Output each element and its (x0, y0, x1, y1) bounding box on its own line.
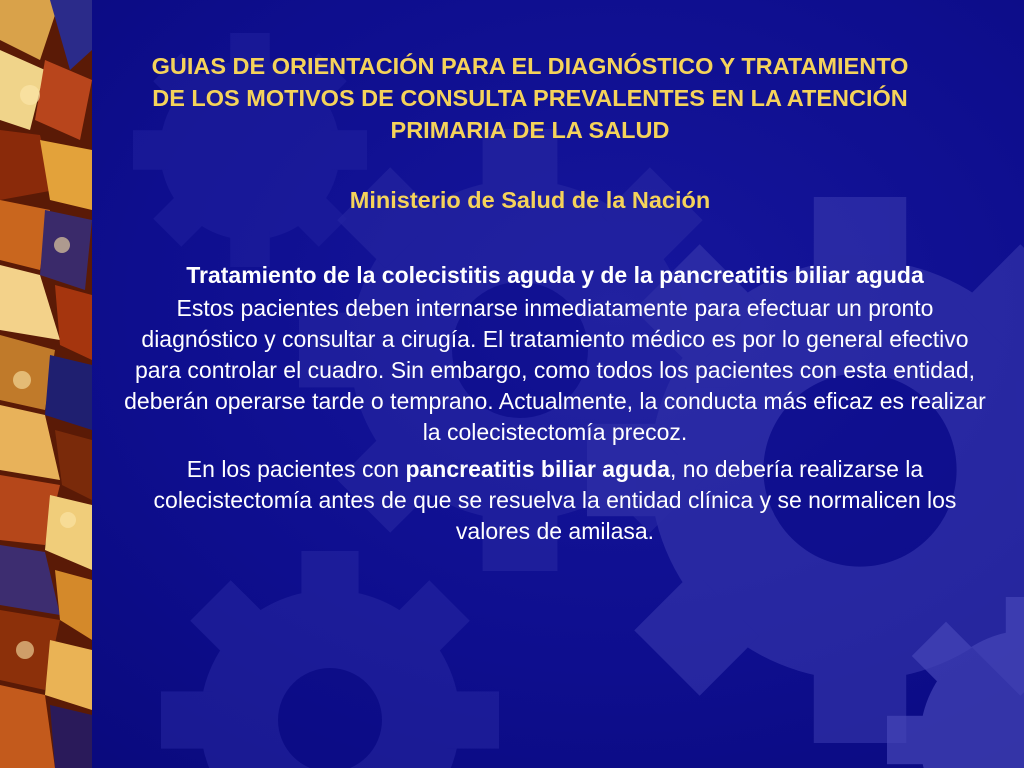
section-heading: Tratamiento de la colecistitis aguda y de la pancreatitis biliar aguda (186, 262, 924, 288)
gear-bottom (161, 551, 499, 768)
decorative-side-strip (0, 0, 92, 768)
slide-title: GUIAS DE ORIENTACIÓN PARA EL DIAGNÓSTICO Y TRATAMIENTO DE LOS MOTIVOS DE CONSULTA PREVALENTES EN LA ATENCIÓN PRIMARIA DE LA SALUD (151, 53, 909, 143)
paragraph-1: Estos pacientes deben internarse inmediatamente para efectuar un pronto diagnóstico y consultar a cirugía. El tratamiento médico es por lo general efectivo para controlar el cuadro. Sin embargo, como todos los pacientes con esta entidad, deberán operarse tarde o temprano. Actualmente, la conducta más eficaz es realizar la colecistectomía precoz. (124, 295, 986, 445)
slide-subtitle: Ministerio de Salud de la Nación (349, 187, 711, 213)
paragraph-2-bold: pancreatitis biliar aguda (405, 456, 671, 482)
paragraph-2-prefix: En los pacientes con (186, 456, 406, 482)
paragraph-2-suffix: , no debería realizarse la colecistectomía antes de que se resuelva la entidad clínica y se normalicen los valores de amilasa. (153, 456, 957, 544)
paragraph-2 (120, 454, 990, 547)
slide-body (120, 260, 990, 553)
